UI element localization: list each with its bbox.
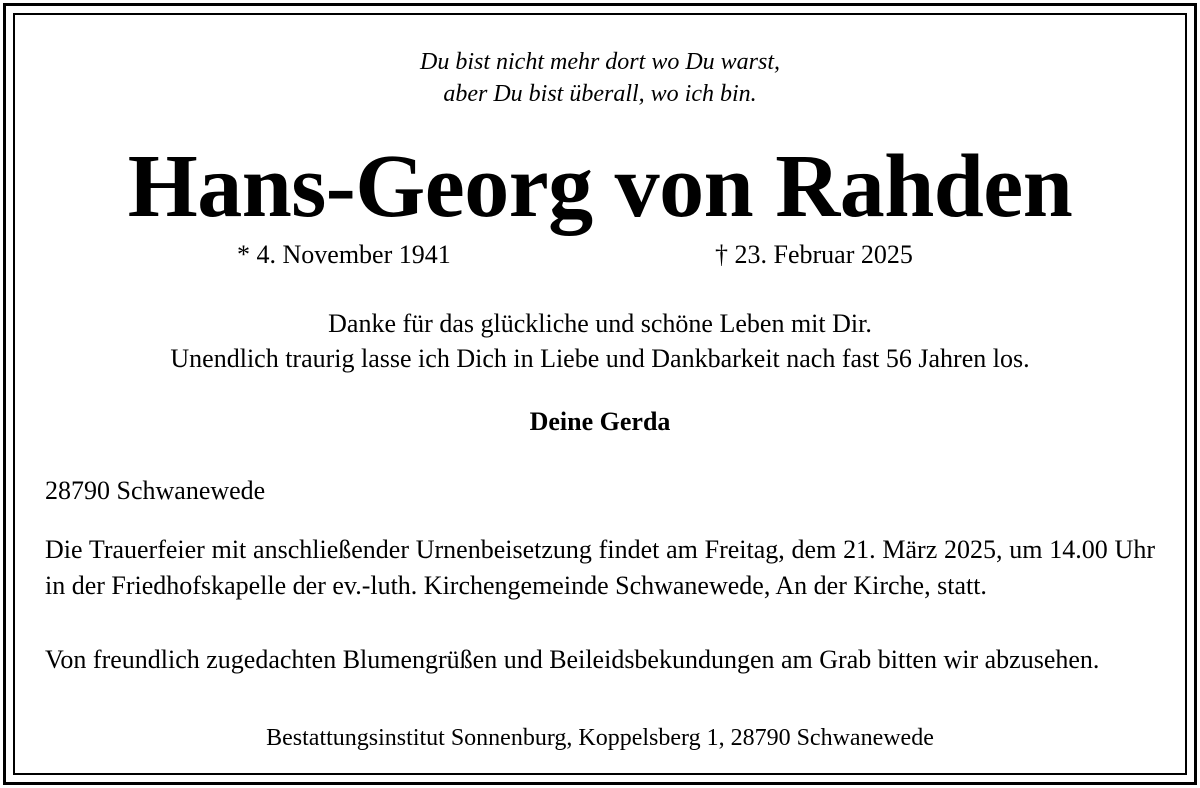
funeral-home-address: Bestattungsinstitut Sonnenburg, Koppelsberg 1, 28790 Schwanewede [266,725,934,751]
farewell-line-2: Unendlich traurig lasse ich Dich in Liebe und Dankbarkeit nach fast 56 Jahren los. [170,344,1030,373]
farewell-line-1: Danke für das glückliche und schöne Leben mit Dir. [328,309,872,338]
birth-date: * 4. November 1941 [237,240,451,269]
signature: Deine Gerda [529,407,671,436]
location: 28790 Schwanewede [45,476,266,505]
flowers-note-paragraph: Von freundlich zugedachten Blumengrüßen und Beileidsbekundungen am Grab bitten wir abzusehen. [45,645,1100,674]
motto-quote [0,46,1200,110]
ceremony-paragraph: Die Trauerfeier mit anschließender Urnenbeisetzung findet am Freitag, dem 21. März 2025, um 14.00 Uhr in der Friedhofskapelle der ev.-luth. Kirchengemeinde Schwanewede, An der Kirche, statt. [45,535,1155,600]
motto-line-1: Du bist nicht mehr dort wo Du warst, [419,49,781,75]
deceased-name: Hans-Georg von Rahden [127,137,1073,236]
death-date: † 23. Februar 2025 [715,240,913,269]
farewell-message [0,306,1200,376]
motto-line-2: aber Du bist überall, wo ich bin. [443,81,757,107]
